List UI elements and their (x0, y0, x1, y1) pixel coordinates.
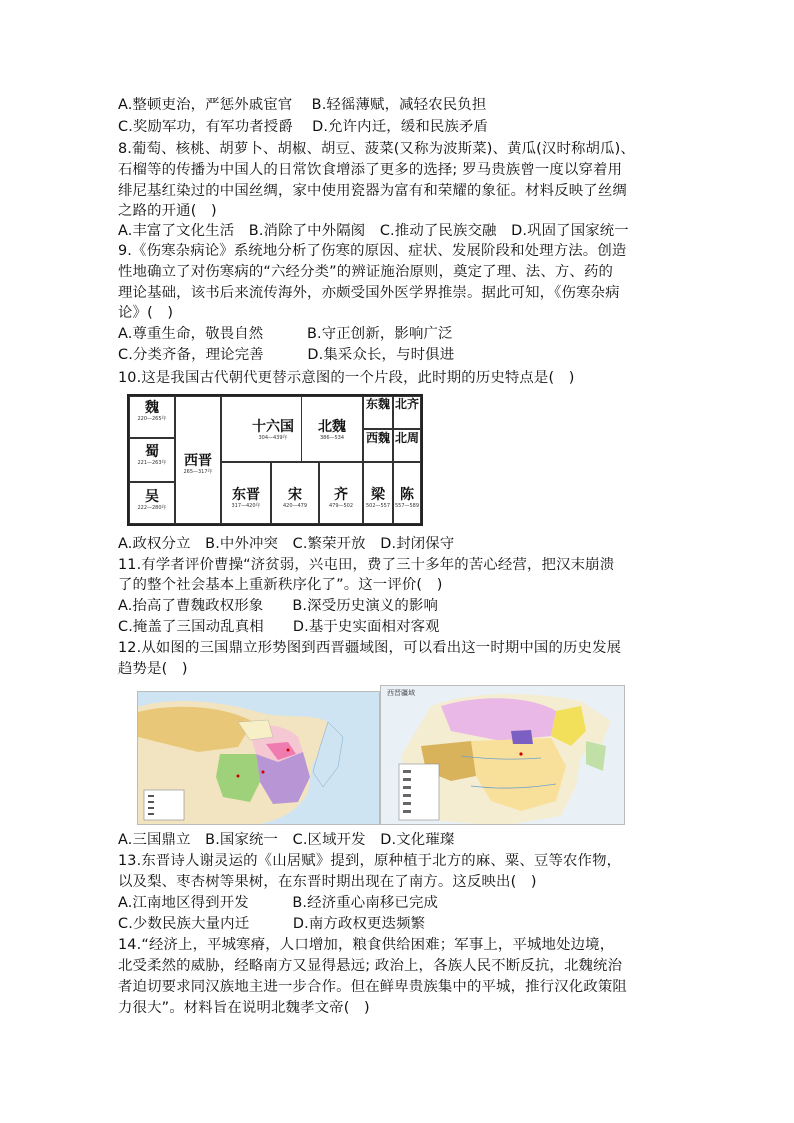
three-kingdoms-map (137, 691, 380, 825)
cell-wei (129, 396, 175, 438)
cell-beiwei (301, 396, 363, 462)
text-line: 性地确立了对伤寒病的“六经分类”的辨证施治原则，奠定了理、法、方、药的 (118, 264, 614, 280)
cell-name: 西魏 (365, 431, 390, 445)
cell-years: 502—557 (365, 503, 391, 509)
dynasty-succession-table (127, 394, 423, 526)
cell-qi (319, 462, 363, 524)
cell-xiwei (363, 429, 393, 462)
cell-name: 魏 (145, 400, 159, 416)
text-line: C.奖励军功，有军功者授爵 D.允许内迁，缓和民族矛盾 (118, 119, 489, 135)
cell-dongwei (363, 396, 393, 429)
western-jin-map (380, 685, 625, 825)
cell-name: 梁 (371, 487, 385, 503)
cell-shu (129, 438, 175, 482)
text-line: 绯尼基红染过的中国丝绸，家中使用瓷器为富有和荣耀的象征。材料反映了丝绸 (118, 183, 627, 199)
text-line: 趋势是( ) (118, 661, 188, 677)
cell-name: 宋 (288, 487, 302, 503)
text-line: 论》( ) (118, 305, 174, 321)
cell-name: 东晋 (232, 487, 260, 503)
cell-chen (393, 462, 421, 524)
cell-years: 220—265年 (137, 416, 167, 422)
text-line: A.政权分立 B.中外冲突 C.繁荣开放 D.封闭保守 (118, 536, 455, 552)
cell-wu (129, 482, 175, 524)
cell-years: 557—589 (394, 503, 420, 509)
cell-name: 蜀 (145, 444, 159, 460)
cell-song (271, 462, 319, 524)
cell-beizhou (393, 429, 421, 462)
cell-name: 北魏 (318, 419, 346, 435)
text-line: A.整顿吏治，严惩外戚宦官 B.轻徭薄赋，减轻农民负担 (118, 97, 487, 113)
three-kingdoms-map-drawing (138, 692, 380, 825)
text-line: 11.有学者评价曹操“济贫弱，兴屯田，费了三十多年的苦心经营，把汉末崩溃 (118, 557, 615, 573)
cell-years: 317—420年 (231, 503, 261, 509)
cell-name: 西晋 (184, 453, 212, 469)
text-line: 8.葡萄、核桃、胡萝卜、胡椒、胡豆、菠菜(又称为波斯菜)、黄瓜(汉时称胡瓜)、 (118, 141, 635, 157)
text-line: 力很大”。材料旨在说明北魏孝文帝( ) (118, 1000, 370, 1016)
text-line: C.掩盖了三国动乱真相 D.基于史实面相对客观 (118, 619, 440, 635)
cell-name: 吴 (145, 489, 159, 505)
text-line: A.江南地区得到开发 B.经济重心南移已完成 (118, 895, 439, 911)
text-line: 9.《伤寒杂病论》系统地分析了伤寒的原因、症状、发展阶段和处理方法。创造 (118, 243, 627, 259)
cell-dongjin (221, 462, 271, 524)
text-line: A.尊重生命，敬畏自然 B.守正创新，影响广泛 (118, 326, 453, 342)
cell-name: 北周 (394, 431, 419, 445)
cell-name: 东魏 (365, 397, 390, 411)
cell-name: 陈 (400, 487, 414, 503)
text-line: 石榴等的传播为中国人的日常饮食增添了更多的选择; 罗马贵族曾一度以穿着用 (118, 162, 623, 178)
western-jin-map-drawing (381, 686, 625, 825)
text-line: 了的整个社会基本上重新秩序化了”。这一评价( ) (118, 577, 443, 593)
cell-liang (363, 462, 393, 524)
text-line: A.丰富了文化生活 B.消除了中外隔阂 C.推动了民族交融 D.巩固了国家统一 (118, 223, 629, 239)
cell-name: 齐 (334, 487, 348, 503)
text-line: 北受柔然的威胁，经略南方又显得悬远; 政治上，各族人民不断反抗，北魏统治 (118, 958, 623, 974)
text-line: 12.从如图的三国鼎立形势图到西晋疆域图，可以看出这一时期中国的历史发展 (118, 640, 622, 656)
map-title: 西晋疆域 (387, 689, 415, 697)
text-line: 理论基础，该书后来流传海外，亦颇受国外医学界推崇。据此可知，《伤寒杂病 (118, 285, 620, 301)
cell-name: 十六国 (252, 419, 294, 435)
text-line: 以及梨、枣杏树等果树，在东晋时期出现在了南方。这反映出( ) (118, 874, 537, 890)
cell-beiqi (393, 396, 421, 429)
cell-years: 222—280年 (137, 505, 167, 511)
cell-xijin (175, 396, 221, 524)
text-line: A.三国鼎立 B.国家统一 C.区域开发 D.文化璀璨 (118, 832, 455, 848)
text-line: 14.“经济上，平城寒瘠，人口增加，粮食供给困难；军事上，平城地处边境， (118, 937, 615, 953)
text-line: C.少数民族大量内迁 D.南方政权更迭频繁 (118, 916, 426, 932)
text-line: 10.这是我国古代朝代更替示意图的一个片段，此时期的历史特点是( ) (118, 370, 575, 386)
cell-name: 北齐 (394, 397, 419, 411)
cell-years: 221—263年 (137, 460, 167, 466)
text-line: 者迫切要求同汉族地主进一步合作。但在鲜卑贵族集中的平城，推行汉化政策阻 (118, 979, 627, 995)
cell-years: 479—502 (328, 503, 354, 509)
cell-years: 420—479 (282, 503, 308, 509)
text-line: A.抬高了曹魏政权形象 B.深受历史演义的影响 (118, 598, 439, 614)
cell-years: 265—317年 (183, 469, 213, 475)
text-line: 之路的开通( ) (118, 203, 217, 219)
cell-years: 304—439年 (258, 435, 288, 441)
cell-years: 386—534 (319, 435, 345, 441)
text-line: C.分类齐备，理论完善 D.集采众长，与时俱进 (118, 347, 455, 363)
text-line: 13.东晋诗人谢灵运的《山居赋》提到，原种植于北方的麻、粟、豆等农作物， (118, 853, 622, 869)
